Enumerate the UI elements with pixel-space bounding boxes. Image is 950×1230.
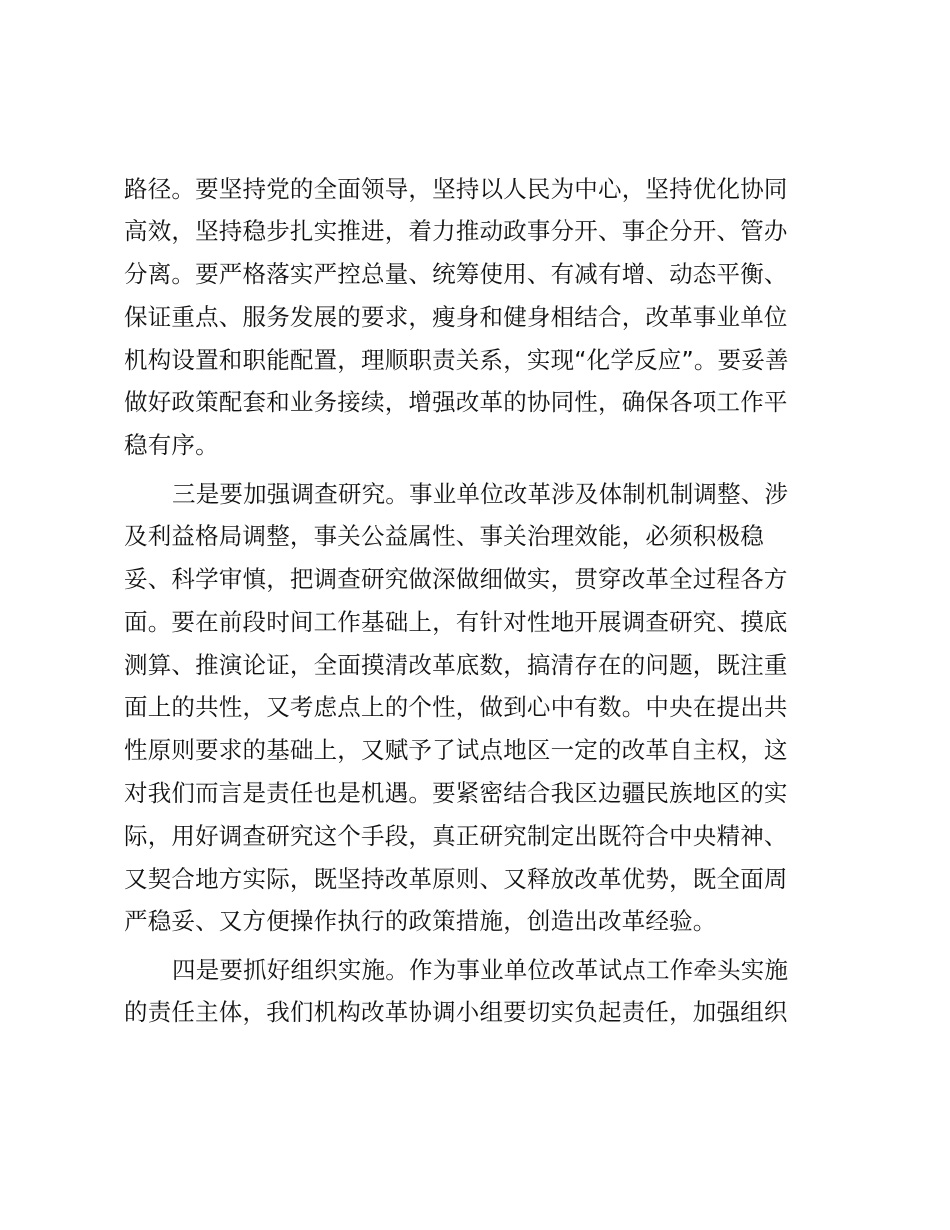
text-line: 面上的共性，又考虑点上的个性，做到心中有数。中央在提出共 xyxy=(124,693,788,721)
text-line: 测算、推演论证，全面摸清改革底数，搞清存在的问题，既注重 xyxy=(124,651,788,679)
text-line: 机构设置和职能配置，理顺职责关系，实现“化学反应”。要妥善 xyxy=(124,346,789,374)
text-line: 面。要在前段时间工作基础上，有针对性地开展调查研究、摸底 xyxy=(124,608,788,636)
paragraph-start-line: 四是要抓好组织实施。作为事业单位改革试点工作牵头实施 xyxy=(172,956,789,984)
text-line: 分离。要严格落实严控总量、统筹使用、有减有增、动态平衡、 xyxy=(124,260,788,288)
text-line: 稳有序。 xyxy=(124,431,219,459)
text-line: 高效，坚持稳步扎实推进，着力推动政事分开、事企分开、管办 xyxy=(124,217,788,245)
text-line: 际，用好调查研究这个手段，真正研究制定出既符合中央精神、 xyxy=(124,822,788,850)
text-line: 又契合地方实际，既坚持改革原则、又释放改革优势，既全面周 xyxy=(124,865,788,893)
text-line: 严稳妥、又方便操作执行的政策措施，创造出改革经验。 xyxy=(124,907,717,935)
text-line: 对我们而言是责任也是机遇。要紧密结合我区边疆民族地区的实 xyxy=(124,779,788,807)
text-line: 做好政策配套和业务接续，增强改革的协同性，确保各项工作平 xyxy=(124,388,788,416)
text-line: 妥、科学审慎，把调查研究做深做细做实，贯穿改革全过程各方 xyxy=(124,565,788,593)
text-line: 保证重点、服务发展的要求，瘦身和健身相结合，改革事业单位 xyxy=(124,303,788,331)
paragraph-start-line: 三是要加强调查研究。事业单位改革涉及体制机制调整、涉 xyxy=(172,480,789,508)
text-line: 及利益格局调整，事关公益属性、事关治理效能，必须积极稳 xyxy=(124,522,764,550)
text-line: 性原则要求的基础上，又赋予了试点地区一定的改革自主权，这 xyxy=(124,736,788,764)
text-line: 路径。要坚持党的全面领导，坚持以人民为中心，坚持优化协同 xyxy=(124,175,788,203)
text-line: 的责任主体，我们机构改革协调小组要切实负起责任，加强组织 xyxy=(124,998,788,1026)
